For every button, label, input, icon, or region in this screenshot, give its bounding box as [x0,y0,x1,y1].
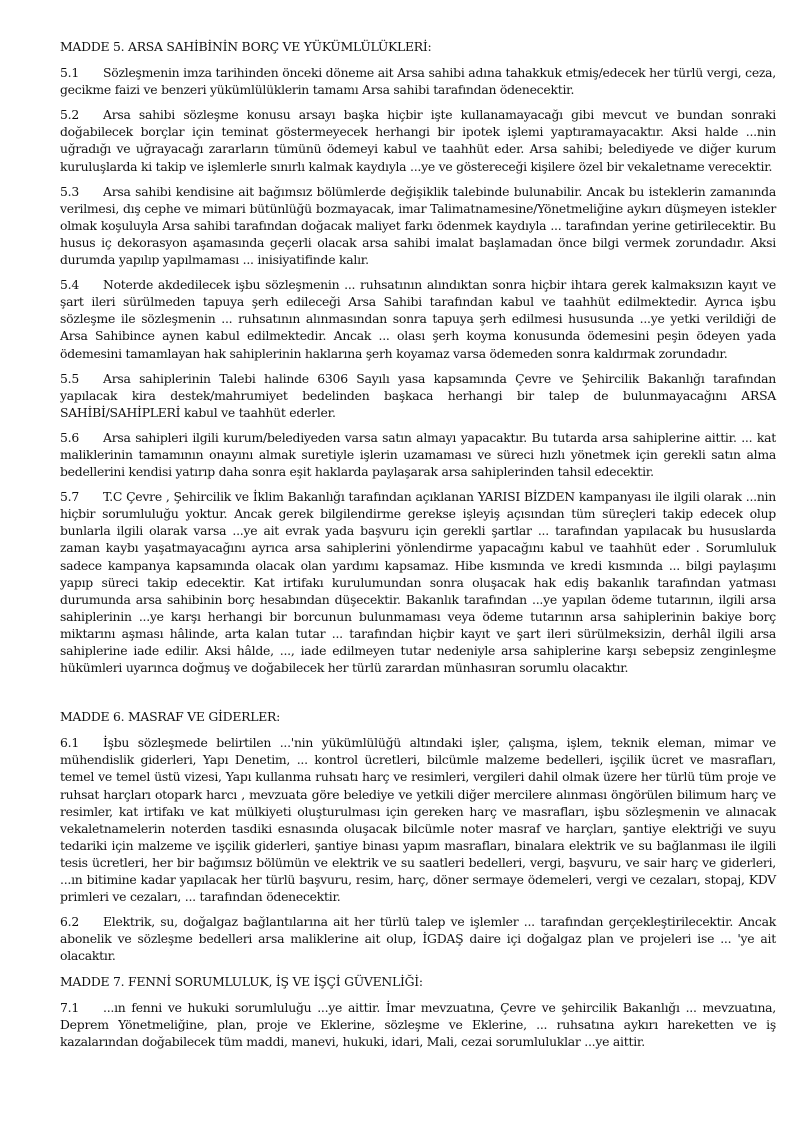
clause-5-2 [60,106,776,174]
clause-number: 5.5 [60,370,79,386]
clause-6-2 [60,913,776,964]
section-heading: MADDE 5. ARSA SAHİBİNİN BORÇ VE YÜKÜMLÜLÜKLERİ: [60,39,432,54]
clause-5-4 [60,276,776,361]
clause-number: 5.3 [60,183,79,199]
clause-number: 5.4 [60,277,79,293]
clause-7-1 [60,999,776,1050]
clause-text: Elektrik, su, doğalgaz bağlantılarına ait her türlü talep ve işlemler ... tarafından gerçekleştirilecektir. Ancak abonelik ve sözleşme bedelleri arsa maliklerine ait olup, İGDAŞ daire içi doğalgaz plan ve projeleri ise ... 'ye ait olacaktır. [60,914,776,964]
clause-number: 5.1 [60,65,79,81]
section-heading: MADDE 7. FENNİ SORUMLULUK, İŞ VE İŞÇİ GÜVENLİĞİ: [60,973,423,989]
clause-text: Noterde akdedilecek işbu sözleşmenin ... ruhsatının alındıktan sonra hiçbir ihtara gerek kalmaksızın kayıt ve şart ileri sürülmeden tapuya şerh edileceği Arsa Sahibi tarafından kabul ve taahhüt edilmektedir. Ayrıca işbu sözleşme ile sözleşmenin ... ruhsatının alınmasından sonra tapuya şerh edilmesi hususunda ...ye yetki verildiği de Arsa Sahibince aynen kabul edilmektedir. Ancak ... olası şerh koyma konusunda ödemesini peşin ödeyen yada ödemesini tamamlayan hak sahiplerinin haklarına şerh koyamaz varsa ödemeden sonra kaldırmak zorundadır. [60,277,776,361]
clause-number: 5.2 [60,107,79,123]
section-spacer [60,684,776,708]
clause-5-5 [60,370,776,421]
section-madde-5 [60,38,776,676]
clause-text: Arsa sahiplerinin Talebi halinde 6306 Sayılı yasa kapsamında Çevre ve Şehircilik Bakanlığı tarafından yapılacak kira destek/mahrumiyet bedelinden başkaca herhangi bir talep de bulunmayacağını ARSA SAHİBİ/SAHİPLERİ kabul ve taahhüt ederler. [60,370,776,420]
clause-6-1 [60,734,776,905]
clause-text: ...ın fenni ve hukuki sorumluluğu ...ye aittir. İmar mevzuatına, Çevre ve şehircilik Bakanlığı ... mevzuatına, Deprem Yönetmeliğine, plan, proje ve Eklerine, sözleşme ve Eklerine, ... ruhsatına aykırı hareketten ve iş kazalarından doğabilecek tüm maddi, manevi, hukuki, idari, Mali, cezai sorumluluklar ...ye aittir. [60,999,776,1049]
document-page [60,38,776,1058]
clause-5-6 [60,429,776,480]
section-madde-6 [60,708,776,964]
clause-5-7 [60,488,776,676]
clause-number: 6.2 [60,914,79,930]
clause-text: Arsa sahibi kendisine ait bağımsız bölümlerde değişiklik talebinde bulunabilir. Ancak bu isteklerin zamanında verilmesi, dış cephe ve mimari bütünlüğü bozmayacak, imar Talimatnamesine/Yönetmeliğine aykırı düşmeyen istekler olmak koşuluyla Arsa sahibi tarafından doğacak maliyet farkı ödenmek kaydıyla ... tarafından yerine getirilecektir. Bu husus iç dekorasyon aşamasında geçerli olacak arsa sahibi imalat başlamadan önce bilgi vermek zorundadır. Aksi durumda yapılıp yapılmaması ... inisiyatifinde kalır. [60,183,776,268]
clause-text: T.C Çevre , Şehircilik ve İklim Bakanlığı tarafından açıklanan YARISI BİZDEN kampanyası ile ilgili olarak ...nin hiçbir sorumluluğu yoktur. Ancak gerek bilgilendirme gerekse işleyiş açısından tüm süreçleri takip edecek olup bunlarla ilgili olarak varsa ...ye ait evrak yada başvuru için gerekli şartlar ... tarafından yapılacak bu hususlarda zaman kaybı yaşatmayacağını ayrıca arsa sahiplerini yönlendirme yapacağını kabul ve taahhüt eder . Sorumluluk sadece kampanya kapsamında olacak olan yardımı kapsamaz. Hibe kısmında ve kredi kısmında ... bilgi paylaşımı yapıp süreci takip edecektir. Kat irtifakı kurulumundan sonra oluşacak hak ediş bakanlık tarafından yatması durumunda arsa sahibinin borç hesabından düşecektir. Bakanlık tarafından ...ye yapılan ödeme tutarının, ilgili arsa sahiplerinin ...ye karşı herhangi bir borcunun bulunmaması veya ödeme tutarının arsa sahiplerinin bakiye borç miktarını aşması hâlinde, arta kalan tutar ... tarafından hiçbir kayıt ve şart ileri sürülmeksizin, derhâl ilgili arsa sahiplerine iade edilir. Aksi hâlde, ..., iade edilmeyen tutar nedeniyle arsa sahiplerine karşı sebepsiz zenginleşme hükümleri uyarınca doğmuş ve doğabilecek her türlü zarardan münhasıran sorumlu olacaktır. [60,489,776,676]
clause-number: 6.1 [60,735,79,751]
clause-number: 5.6 [60,429,79,445]
clause-text: İşbu sözleşmede belirtilen ...'nin yükümlülüğü altındaki işler, çalışma, işlem, teknik eleman, mimar ve mühendislik giderleri, Yapı Denetim, ... kontrol ücretleri, bilcümle malzeme bedelleri, işçilik ücret ve masrafları, temel ve temel üstü vizesi, Yapı kullanma ruhsatı harç ve resimleri, vergileri dahil olmak üzere her türlü tüm proje ve ruhsat harçları otopark harcı , mevzuata göre belediye ve yetkili diğer mercilere alınması öngörülen bilimum harç ve resimler, kat irtifakı ve kat mülkiyeti oluşturulması için gereken harç ve masrafları, işbu sözleşmenin ve alınacak vekaletnamelerin noterden tasdiki esnasında oluşacak bilcümle noter masraf ve harçları, şantiye elektriği ve suyu tedariki için malzeme ve işçilik giderleri, şantiye binası yapım masrafları, binalara elektrik ve su bağlanması ile ilgili tesis ücretleri, her bir bağımsız bölümün ve elektrik ve su saatleri bedelleri, vergi, başvuru, ve sair harç ve giderleri, ...ın bitimine kadar yapılacak her türlü başvuru, resim, harç, döner sermaye ödemeleri, vergi ve cezaları, stopaj, KDV primleri ve cezaları, ... tarafından ödenecektir. [60,735,776,905]
clause-5-3 [60,183,776,268]
clause-text: Sözleşmenin imza tarihinden önceki döneme ait Arsa sahibi adına tahakkuk etmiş/edecek her türlü vergi, ceza, gecikme faizi ve benzeri yükümlülüklerin tamamı Arsa sahibi tarafından ödenecektir. [60,65,776,98]
clause-text: Arsa sahibi sözleşme konusu arsayı başka hiçbir işte kullanamayacağı gibi mevcut ve bundan sonraki doğabilecek borçlar için teminat göstermeyecek herhangi bir ipotek işlemi yaptıramayacaktır. Aksi halde ...nin uğradığı ve uğrayacağı zararların tümünü ödemeyi kabul ve taahhüt eder. Arsa sahibi; belediyede ve diğer kurum kuruluşlarda ki takip ve işlemlerle sınırlı kalmak kaydıyla ...ye ve göstereceği kişilere özel bir vekaletname verecektir. [60,107,776,174]
clause-text: Arsa sahipleri ilgili kurum/belediyeden varsa satın almayı yapacaktır. Bu tutarda arsa sahiplerine aittir. ... kat maliklerinin tamamının onayını almak suretiyle işlerin uzamaması ve süreci hızlı yönetmek için gerekli satın alma bedellerini kendisi yatırıp daha sonra eşit haklarda paylaşarak arsa sahiplerinden tahsil edecektir. [60,429,776,480]
clause-5-1 [60,64,776,98]
clause-number: 5.7 [60,489,79,505]
section-heading: MADDE 6. MASRAF VE GİDERLER: [60,709,280,725]
section-madde-7 [60,973,776,1050]
clause-number: 7.1 [60,999,79,1015]
